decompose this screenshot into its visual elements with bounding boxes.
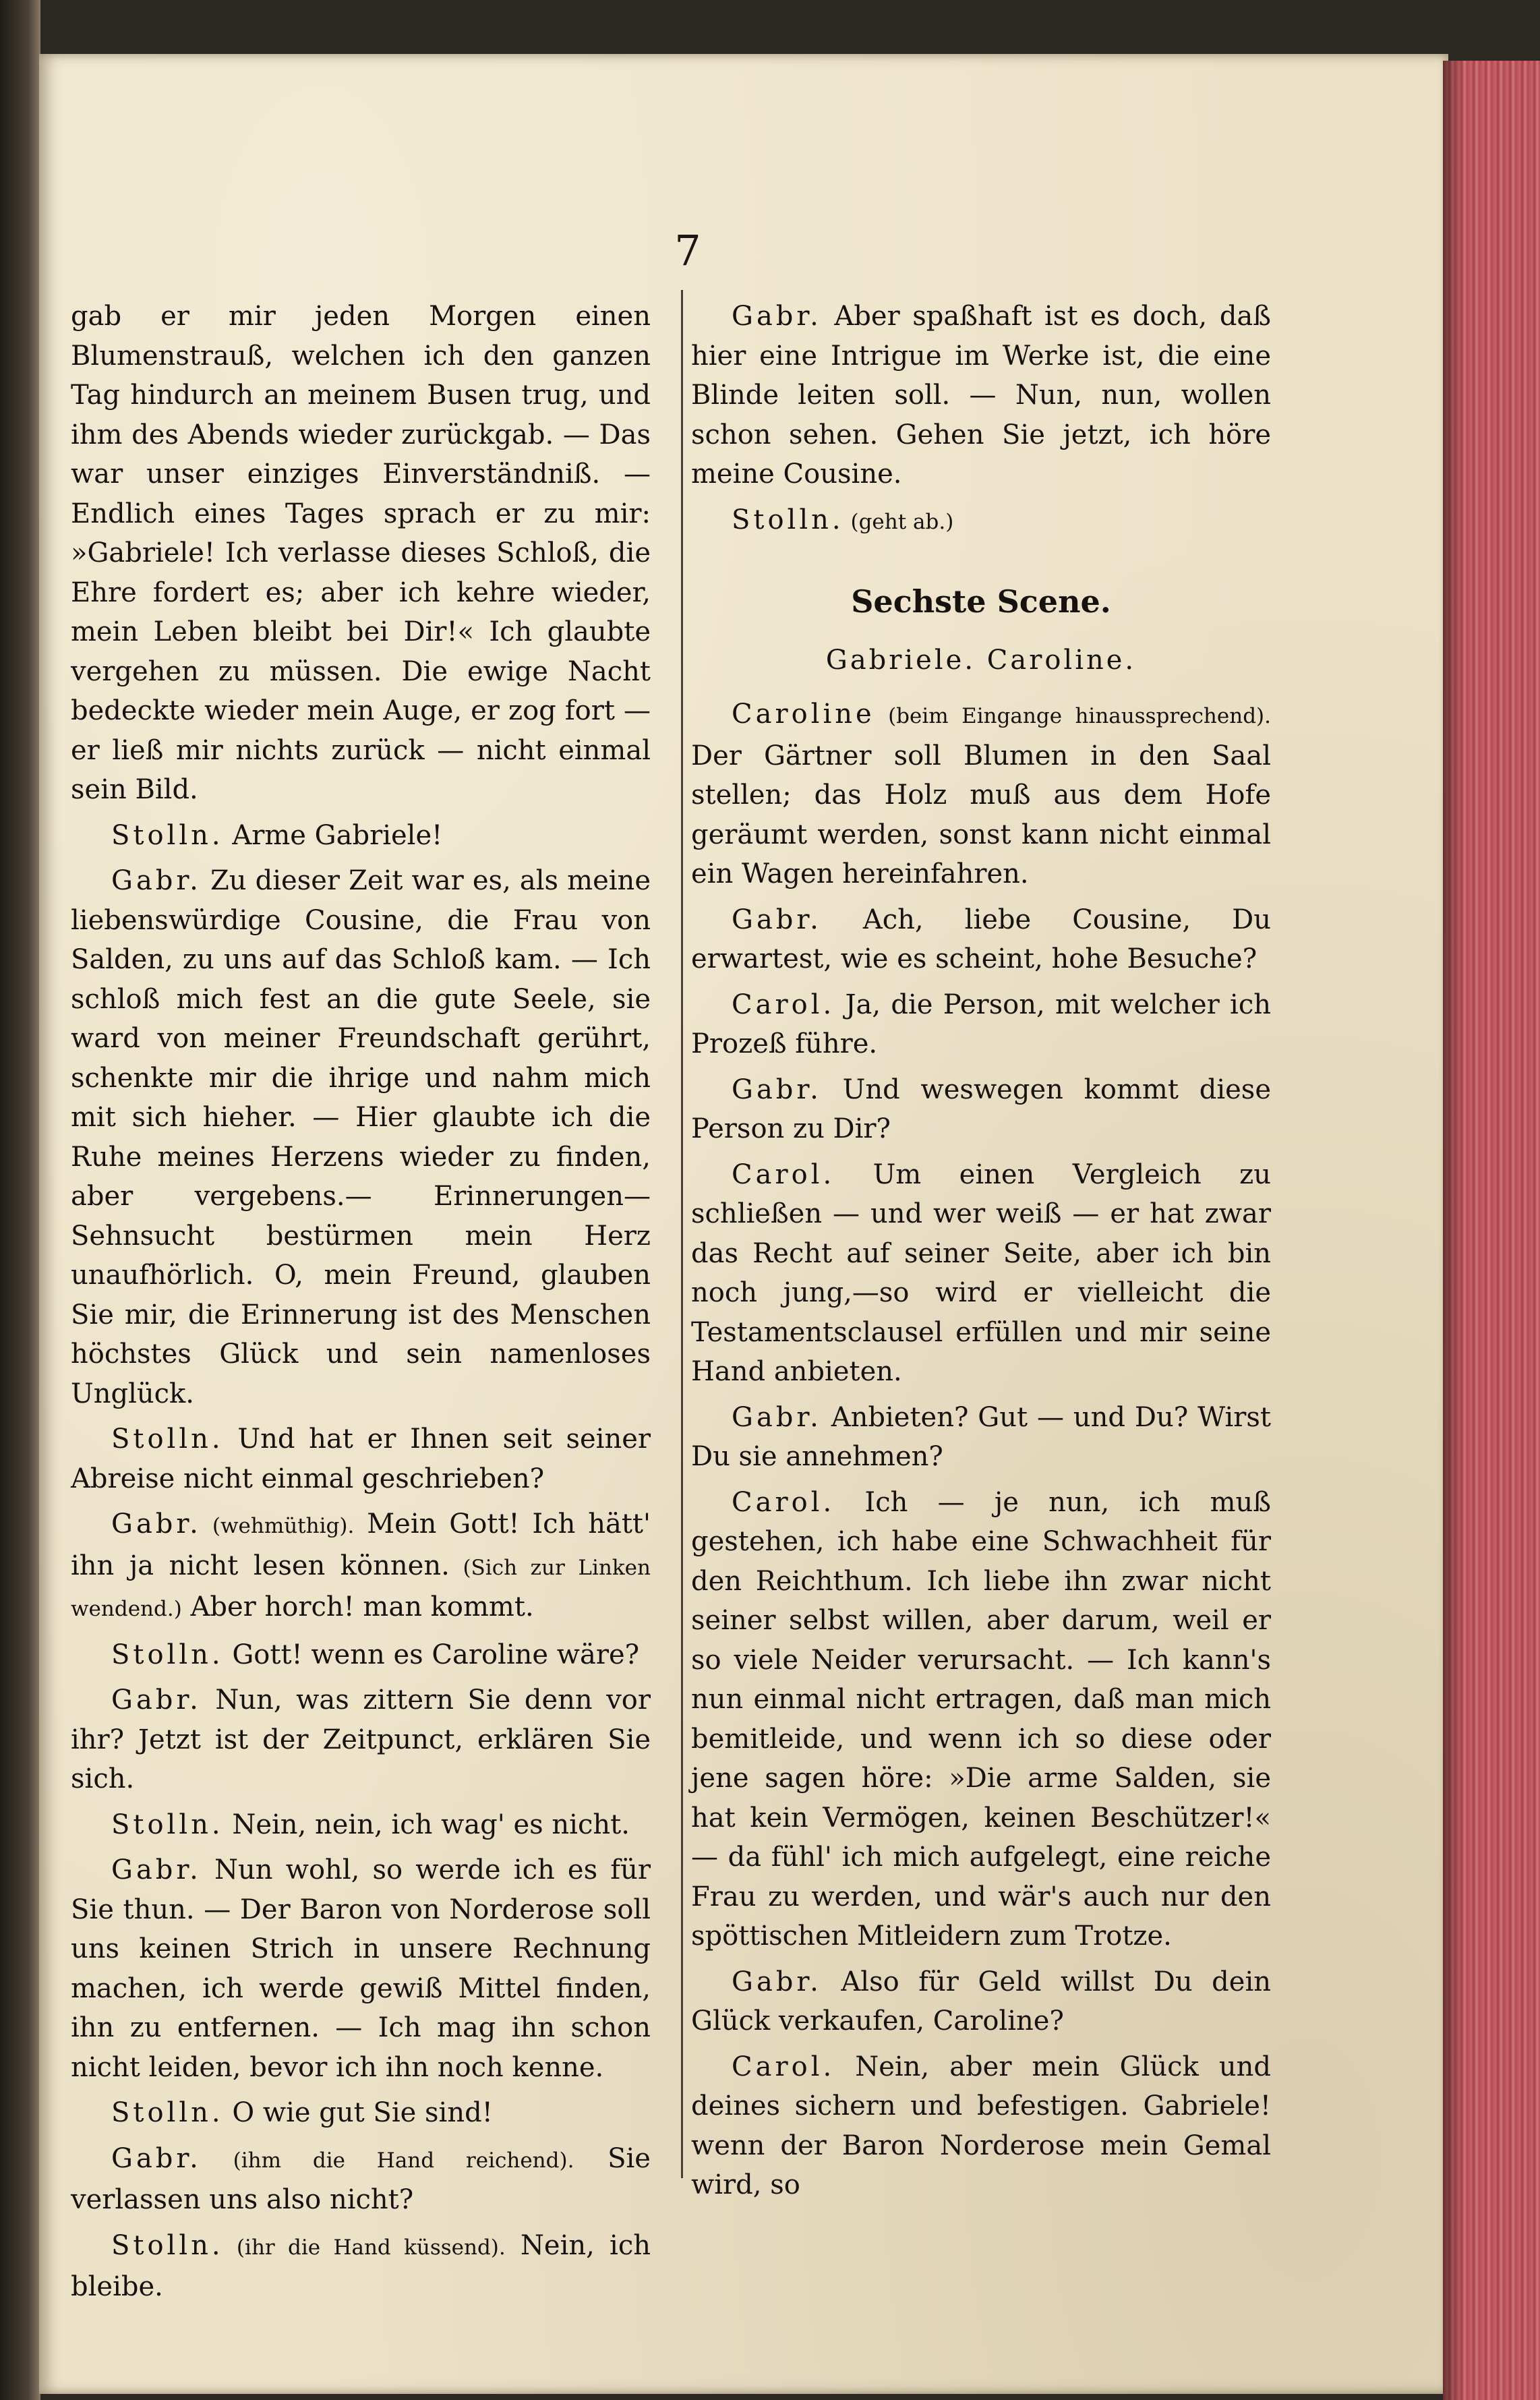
speech-text: Aber horch! man kommt.: [181, 1591, 534, 1622]
stage-direction: (wehmüthig).: [201, 1514, 355, 1538]
stage-direction: (beim Eingange hinaussprechend).: [875, 704, 1271, 728]
speech-text: Und hat er Ihnen seit seiner Abreise nicht einmal geschrieben?: [71, 1424, 651, 1494]
left-column: [71, 297, 651, 2313]
speech: [71, 1419, 651, 1498]
speech: [71, 816, 651, 856]
speech-text: Nein, nein, ich wag' es nicht.: [223, 1809, 630, 1840]
speaker-name: Stolln.: [111, 2229, 224, 2261]
speaker-name: Stolln.: [111, 1809, 224, 1840]
speaker-name: Carol.: [732, 989, 835, 1020]
speech-text: Der Gärtner soll Blumen in den Saal stellen; das Holz muß aus dem Hofe geräumt werden, sonst kann nicht einmal ein Wagen hereinfahren.: [691, 740, 1271, 889]
speaker-name: Gabr.: [111, 2142, 202, 2174]
speech-text: Sie verlassen uns also nicht?: [71, 2142, 651, 2215]
speaker-name: Gabr.: [732, 1966, 822, 1997]
stage-direction: (Sich zur Linken wendend.): [71, 1555, 651, 1621]
speech-text: Anbieten? Gut — und Du? Wirst Du sie annehmen?: [691, 1401, 1271, 1472]
right-column: [691, 297, 1271, 2211]
speech-text: Zu dieser Zeit war es, als meine liebenswürdige Cousine, die Frau von Salden, zu uns auf das Schloß kam. — Ich schloß mich fest an die gute Seele, sie ward von meiner Freundschaft gerührt, schenkte mir die ihrige und nahm mich mit sich hieher. — Hier glaubte ich die Ruhe meines Herzens wieder zu finden, aber vergebens.— Erinnerungen—Sehnsucht bestürmen mein Herz unaufhörlich. O, mein Freund, glauben Sie mir, die Erinnerung ist des Menschen höchstes Glück und sein namenloses Unglück.: [71, 865, 651, 1409]
speech: [691, 900, 1271, 979]
speech: [71, 861, 651, 1413]
column-divider: [681, 290, 683, 2178]
speaker-name: Gabr.: [111, 1509, 202, 1540]
speech: [691, 1962, 1271, 2041]
speech: [71, 2226, 651, 2307]
speech-text: Ach, liebe Cousine, Du erwartest, wie es scheint, hohe Besuche?: [691, 904, 1271, 974]
speech: [691, 297, 1271, 494]
speech: [691, 2047, 1271, 2205]
speech-text: Nun, was zittern Sie denn vor ihr? Jetzt ist der Zeitpunct, erklären Sie sich.: [71, 1685, 651, 1794]
stage-direction: (ihr die Hand küssend).: [223, 2235, 506, 2260]
speech: [691, 985, 1271, 1064]
speech: [691, 500, 1271, 542]
speech-text: Arme Gabriele!: [223, 819, 443, 851]
speech-text: Nein, aber mein Glück und deines sichern und befestigen. Gabriele! wenn der Baron Norderose mein Gemal wird, so: [691, 2051, 1271, 2200]
speech-text: Um einen Vergleich zu schließen — und wer weiß — er hat zwar das Recht auf seiner Seite, aber ich bin noch jung,—so wird er vielleicht die Testamentsclausel erfüllen und mir seine Hand anbieten.: [691, 1159, 1271, 1387]
speech: [71, 1680, 651, 1799]
speaker-name: Stolln.: [111, 1639, 224, 1670]
scene-title: Sechste Scene.: [851, 583, 1111, 620]
speaker-name: Carol.: [732, 1159, 835, 1190]
speech-text: Aber spaßhaft ist es doch, daß hier eine Intrigue im Werke ist, die eine Blinde leiten soll. — Nun, nun, wollen schon sehen. Gehen Sie jetzt, ich höre meine Cousine.: [691, 301, 1271, 490]
speech-text: Also für Geld willst Du dein Glück verkaufen, Caroline?: [691, 1966, 1271, 2037]
speaker-name: Gabr.: [732, 1074, 822, 1105]
speaker-name: Stolln.: [111, 819, 224, 851]
speech-text: O wie gut Sie sind!: [223, 2097, 493, 2128]
speech-text: Gott! wenn es Caroline wäre?: [223, 1639, 640, 1670]
speech: [691, 695, 1271, 894]
speech: [71, 1805, 651, 1845]
speech: [691, 1398, 1271, 1477]
left-page-edge: [0, 0, 40, 2400]
speaker-name: Gabr.: [111, 1854, 202, 1885]
speech: [691, 1070, 1271, 1149]
speaker-name: Gabr.: [111, 1685, 202, 1716]
speech: [71, 1504, 651, 1629]
speech: [71, 1635, 651, 1675]
speech: [71, 2139, 651, 2220]
speech: [691, 1483, 1271, 1956]
paragraph: gab er mir jeden Morgen einen Blumenstrauß, welchen ich den ganzen Tag hindurch an meinem Busen trug, und ihm des Abends wieder zurückgab. — Das war unser einziges Einverständniß. — Endlich eines Tages sprach er zu mir: »Gabriele! Ich verlasse dieses Schloß, die Ehre fordert es; aber ich kehre wieder, mein Leben bleibt bei Dir!« Ich glaubte vergehen zu müssen. Die ewige Nacht bedeckte wieder mein Auge, er zog fort — er ließ mir nichts zurück — nicht einmal sein Bild.: [71, 301, 651, 805]
speaker-name: Gabr.: [732, 301, 822, 332]
speaker-name: Stolln.: [732, 504, 844, 535]
speech-text: Ja, die Person, mit welcher ich Prozeß führe.: [691, 989, 1271, 1059]
speech-text: Nein, ich bleibe.: [71, 2229, 651, 2302]
speaker-name: Carol.: [732, 1486, 835, 1518]
speech-text: Ich — je nun, ich muß gestehen, ich habe eine Schwachheit für den Reichthum. Ich liebe ihn zwar nicht seiner selbst willen, aber darum, weil er so viele Neider verursacht. — Ich kann's nun einmal nicht ertragen, daß man mich bemitleide, und wenn ich so diese oder jene sagen höre: »Die arme Salden, sie hat kein Vermögen, keinen Beschützer!« — da fühl' ich mich aufgelegt, eine reiche Frau zu werden, und wär's auch nur den spöttischen Mitleidern zum Trotze.: [691, 1486, 1271, 1952]
stage-direction: (ihm die Hand reichend).: [201, 2148, 574, 2173]
scene-cast: Gabriele. Caroline.: [825, 644, 1137, 676]
speech-text: Und weswegen kommt diese Person zu Dir?: [691, 1074, 1271, 1144]
stage-direction: (geht ab.): [843, 509, 954, 534]
speech-text: Nun wohl, so werde ich es für Sie thun. — Der Baron von Norderose soll uns keinen Strich in unsere Rechnung machen, ich werde gewiß Mittel finden, ihn zu entfernen. — Ich mag ihn schon nicht leiden, bevor ich ihn noch kenne.: [71, 1854, 651, 2083]
speaker-name: Stolln.: [111, 1424, 224, 1455]
speaker-name: Stolln.: [111, 2097, 224, 2128]
page-number: 7: [674, 226, 701, 275]
speaker-name: Caroline: [732, 699, 875, 730]
fore-edge-shadow: [1443, 61, 1463, 2400]
speaker-name: Gabr.: [111, 865, 202, 896]
speaker-name: Gabr.: [732, 1401, 822, 1433]
speech: [71, 2093, 651, 2133]
speech-text: Mein Gott! Ich hätt' ihn ja nicht lesen können.: [71, 1509, 651, 1581]
speaker-name: Carol.: [732, 2051, 835, 2082]
speaker-name: Gabr.: [732, 904, 822, 935]
speech: [71, 1850, 651, 2087]
speech: [691, 1155, 1271, 1392]
